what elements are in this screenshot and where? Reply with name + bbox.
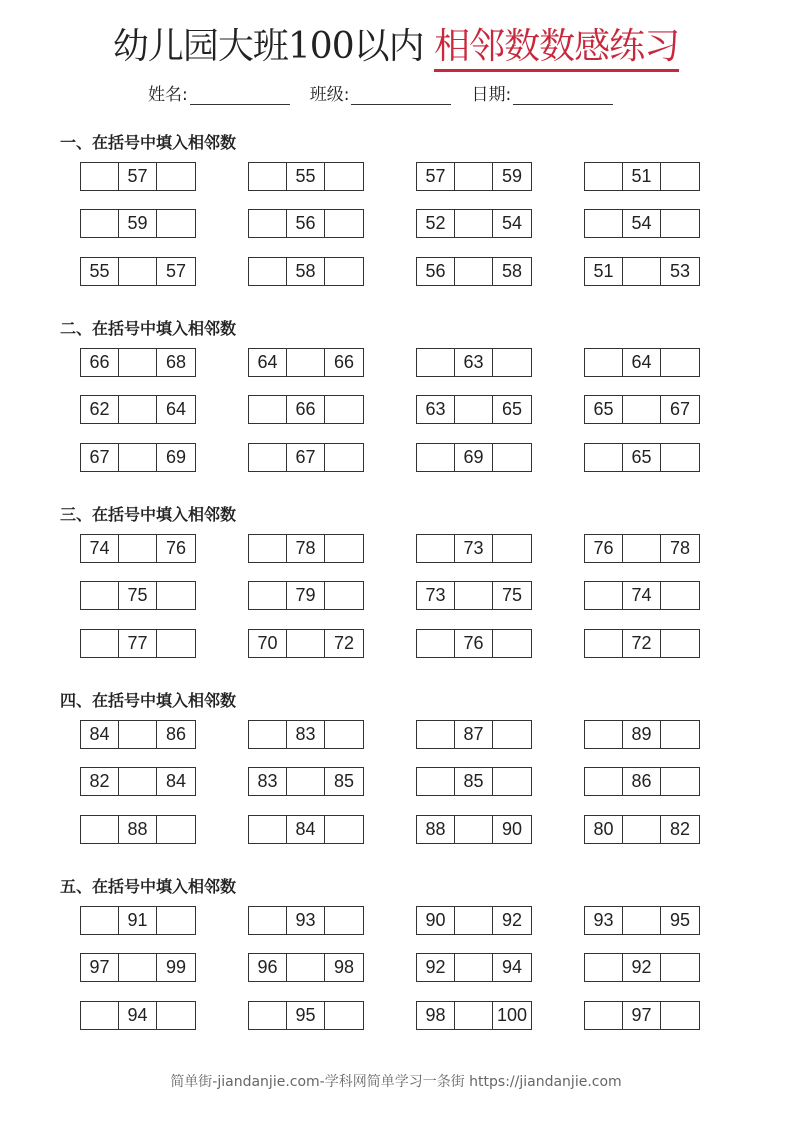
answer-blank[interactable] (249, 816, 287, 843)
number-group (584, 534, 700, 563)
number-group (80, 953, 196, 982)
answer-blank[interactable] (623, 816, 661, 843)
class-label: 班级: (309, 85, 350, 105)
name-blank[interactable] (190, 84, 290, 105)
answer-blank[interactable] (249, 258, 287, 285)
number-group (248, 209, 364, 238)
number-group (584, 395, 700, 424)
footer: 简单街-jiandanjie.com-学科网简单学习一条街 https://jiandanjie.com (170, 1074, 622, 1090)
answer-blank[interactable] (157, 210, 195, 237)
answer-blank[interactable] (81, 907, 119, 934)
answer-blank[interactable] (493, 444, 531, 471)
answer-blank[interactable] (249, 444, 287, 471)
answer-blank[interactable] (661, 954, 699, 981)
given-number: 95 (287, 1002, 325, 1029)
answer-blank[interactable] (287, 768, 325, 795)
answer-blank[interactable] (455, 396, 493, 423)
number-group (416, 906, 532, 935)
given-number: 63 (417, 396, 455, 423)
given-number: 70 (249, 630, 287, 657)
given-number: 52 (417, 210, 455, 237)
number-group (248, 348, 364, 377)
answer-blank[interactable] (661, 444, 699, 471)
answer-blank[interactable] (287, 630, 325, 657)
name-field[interactable] (148, 80, 290, 105)
given-number: 93 (287, 907, 325, 934)
given-number: 51 (585, 258, 623, 285)
date-blank[interactable] (513, 84, 613, 105)
number-group (80, 257, 196, 286)
answer-blank[interactable] (249, 907, 287, 934)
answer-blank[interactable] (455, 163, 493, 190)
number-group (248, 257, 364, 286)
given-number: 78 (669, 538, 691, 558)
answer-blank[interactable] (249, 163, 287, 190)
class-field[interactable] (310, 80, 452, 105)
given-number: 67 (81, 444, 119, 471)
given-number: 88 (417, 816, 455, 843)
number-group (248, 767, 364, 796)
given-number: 90 (417, 907, 455, 934)
number-group (248, 953, 364, 982)
number-group (584, 906, 700, 935)
page-title (0, 18, 792, 69)
number-group (584, 953, 700, 982)
answer-blank[interactable] (119, 444, 157, 471)
given-number: 72 (623, 630, 661, 657)
answer-blank[interactable] (661, 582, 699, 609)
given-number: 66 (81, 349, 119, 376)
given-number: 76 (585, 535, 623, 562)
answer-blank[interactable] (493, 535, 531, 562)
answer-blank[interactable] (81, 816, 119, 843)
given-number: 64 (249, 349, 287, 376)
answer-blank[interactable] (249, 721, 287, 748)
answer-blank[interactable] (455, 954, 493, 981)
answer-blank[interactable] (81, 630, 119, 657)
answer-blank[interactable] (325, 396, 363, 423)
answer-blank[interactable] (661, 721, 699, 748)
number-group (80, 629, 196, 658)
answer-blank[interactable] (119, 396, 157, 423)
given-number: 57 (417, 163, 455, 190)
answer-blank[interactable] (455, 816, 493, 843)
answer-blank[interactable] (119, 768, 157, 795)
given-number: 69 (455, 444, 493, 471)
answer-blank[interactable] (585, 1002, 623, 1029)
given-number: 55 (81, 258, 119, 285)
answer-blank[interactable] (249, 210, 287, 237)
number-group (80, 162, 196, 191)
answer-blank[interactable] (417, 535, 455, 562)
given-number: 94 (501, 957, 523, 977)
number-group (80, 1001, 196, 1030)
answer-blank[interactable] (119, 954, 157, 981)
answer-blank[interactable] (417, 721, 455, 748)
number-group (416, 348, 532, 377)
number-group (248, 162, 364, 191)
given-number: 62 (81, 396, 119, 423)
number-group (416, 581, 532, 610)
given-number: 84 (287, 816, 325, 843)
given-number: 85 (455, 768, 493, 795)
given-number: 97 (623, 1002, 661, 1029)
given-number: 79 (287, 582, 325, 609)
number-group (416, 953, 532, 982)
number-group (416, 629, 532, 658)
answer-blank[interactable] (287, 349, 325, 376)
given-number: 88 (119, 816, 157, 843)
answer-blank[interactable] (119, 349, 157, 376)
answer-blank[interactable] (585, 954, 623, 981)
number-group (584, 348, 700, 377)
answer-blank[interactable] (623, 258, 661, 285)
answer-blank[interactable] (249, 396, 287, 423)
given-number: 83 (249, 768, 287, 795)
given-number: 72 (333, 633, 355, 653)
answer-blank[interactable] (455, 907, 493, 934)
answer-blank[interactable] (81, 163, 119, 190)
number-group (584, 720, 700, 749)
given-number: 91 (119, 907, 157, 934)
section-heading: 四、在括号中填入相邻数 (60, 691, 237, 710)
given-number: 92 (501, 910, 523, 930)
answer-blank[interactable] (325, 816, 363, 843)
given-number: 94 (119, 1002, 157, 1029)
answer-blank[interactable] (455, 582, 493, 609)
answer-blank[interactable] (623, 396, 661, 423)
given-number: 65 (623, 444, 661, 471)
number-group (416, 534, 532, 563)
answer-blank[interactable] (585, 210, 623, 237)
number-group (80, 581, 196, 610)
answer-blank[interactable] (119, 535, 157, 562)
answer-blank[interactable] (661, 630, 699, 657)
given-number: 86 (623, 768, 661, 795)
answer-blank[interactable] (325, 907, 363, 934)
given-number: 90 (501, 819, 523, 839)
answer-blank[interactable] (119, 258, 157, 285)
given-number: 57 (165, 261, 187, 281)
answer-blank[interactable] (81, 582, 119, 609)
number-group (416, 1001, 532, 1030)
title-highlight: 相邻数数感练习 (434, 26, 679, 72)
given-number: 85 (333, 771, 355, 791)
answer-blank[interactable] (417, 768, 455, 795)
given-number: 98 (333, 957, 355, 977)
given-number: 73 (455, 535, 493, 562)
student-info (148, 80, 613, 105)
given-number: 97 (81, 954, 119, 981)
given-number: 75 (501, 585, 523, 605)
number-group (80, 815, 196, 844)
number-group (416, 257, 532, 286)
answer-blank[interactable] (287, 954, 325, 981)
class-blank[interactable] (351, 84, 451, 105)
given-number: 92 (417, 954, 455, 981)
number-group (584, 581, 700, 610)
given-number: 80 (585, 816, 623, 843)
given-number: 66 (333, 352, 355, 372)
answer-blank[interactable] (249, 1002, 287, 1029)
answer-blank[interactable] (325, 210, 363, 237)
number-group (584, 443, 700, 472)
number-group (416, 720, 532, 749)
number-group (80, 906, 196, 935)
given-number: 75 (119, 582, 157, 609)
number-group (248, 443, 364, 472)
given-number: 84 (165, 771, 187, 791)
given-number: 59 (119, 210, 157, 237)
given-number: 64 (165, 399, 187, 419)
title-main: 幼儿园大班100以内 (112, 26, 424, 67)
given-number: 69 (165, 447, 187, 467)
answer-blank[interactable] (119, 721, 157, 748)
number-group (248, 1001, 364, 1030)
section-heading: 三、在括号中填入相邻数 (60, 505, 237, 524)
number-group (248, 629, 364, 658)
given-number: 67 (669, 399, 691, 419)
number-group (584, 1001, 700, 1030)
date-label: 日期: (471, 85, 512, 105)
answer-blank[interactable] (325, 444, 363, 471)
answer-blank[interactable] (325, 1002, 363, 1029)
answer-blank[interactable] (493, 768, 531, 795)
answer-blank[interactable] (81, 210, 119, 237)
given-number: 65 (585, 396, 623, 423)
number-group (416, 767, 532, 796)
number-group (80, 534, 196, 563)
number-group (584, 162, 700, 191)
answer-blank[interactable] (455, 258, 493, 285)
given-number: 54 (501, 213, 523, 233)
given-number: 59 (501, 166, 523, 186)
given-number: 55 (287, 163, 325, 190)
given-number: 74 (623, 582, 661, 609)
given-number: 87 (455, 721, 493, 748)
answer-blank[interactable] (661, 1002, 699, 1029)
number-group (248, 815, 364, 844)
given-number: 78 (287, 535, 325, 562)
answer-blank[interactable] (325, 163, 363, 190)
answer-blank[interactable] (157, 816, 195, 843)
number-group (584, 257, 700, 286)
given-number: 73 (417, 582, 455, 609)
answer-blank[interactable] (325, 721, 363, 748)
answer-blank[interactable] (455, 1002, 493, 1029)
answer-blank[interactable] (585, 349, 623, 376)
answer-blank[interactable] (585, 721, 623, 748)
answer-blank[interactable] (661, 210, 699, 237)
number-group (416, 815, 532, 844)
date-field[interactable] (471, 80, 613, 105)
answer-blank[interactable] (417, 630, 455, 657)
given-number: 93 (585, 907, 623, 934)
number-group (248, 720, 364, 749)
given-number: 56 (417, 258, 455, 285)
answer-blank[interactable] (157, 630, 195, 657)
section-heading: 一、在括号中填入相邻数 (60, 133, 237, 152)
answer-blank[interactable] (157, 907, 195, 934)
given-number: 57 (119, 163, 157, 190)
answer-blank[interactable] (623, 535, 661, 562)
number-group (584, 629, 700, 658)
given-number: 83 (287, 721, 325, 748)
answer-blank[interactable] (325, 535, 363, 562)
given-number: 98 (417, 1002, 455, 1029)
section-heading: 二、在括号中填入相邻数 (60, 319, 237, 338)
number-group (80, 443, 196, 472)
answer-blank[interactable] (585, 163, 623, 190)
given-number: 86 (165, 724, 187, 744)
given-number: 76 (165, 538, 187, 558)
answer-blank[interactable] (493, 721, 531, 748)
answer-blank[interactable] (661, 349, 699, 376)
given-number: 82 (81, 768, 119, 795)
given-number: 51 (623, 163, 661, 190)
answer-blank[interactable] (417, 444, 455, 471)
number-group (416, 209, 532, 238)
given-number: 100 (496, 1005, 528, 1025)
given-number: 89 (623, 721, 661, 748)
given-number: 67 (287, 444, 325, 471)
answer-blank[interactable] (157, 582, 195, 609)
given-number: 99 (165, 957, 187, 977)
given-number: 82 (669, 819, 691, 839)
answer-blank[interactable] (157, 163, 195, 190)
name-label: 姓名: (148, 85, 188, 105)
number-group (80, 395, 196, 424)
number-group (80, 720, 196, 749)
answer-blank[interactable] (325, 582, 363, 609)
answer-blank[interactable] (249, 535, 287, 562)
given-number: 76 (455, 630, 493, 657)
answer-blank[interactable] (417, 349, 455, 376)
answer-blank[interactable] (157, 1002, 195, 1029)
given-number: 66 (287, 396, 325, 423)
answer-blank[interactable] (585, 444, 623, 471)
number-group (80, 209, 196, 238)
number-group (248, 581, 364, 610)
answer-blank[interactable] (661, 768, 699, 795)
answer-blank[interactable] (585, 768, 623, 795)
number-group (248, 534, 364, 563)
answer-blank[interactable] (325, 258, 363, 285)
given-number: 64 (623, 349, 661, 376)
answer-blank[interactable] (493, 349, 531, 376)
given-number: 58 (287, 258, 325, 285)
number-group (584, 209, 700, 238)
given-number: 92 (623, 954, 661, 981)
given-number: 84 (81, 721, 119, 748)
number-group (248, 906, 364, 935)
given-number: 56 (287, 210, 325, 237)
answer-blank[interactable] (455, 210, 493, 237)
given-number: 65 (501, 399, 523, 419)
given-number: 63 (455, 349, 493, 376)
answer-blank[interactable] (585, 582, 623, 609)
number-group (584, 815, 700, 844)
given-number: 96 (249, 954, 287, 981)
number-group (248, 395, 364, 424)
number-group (584, 767, 700, 796)
given-number: 74 (81, 535, 119, 562)
answer-blank[interactable] (585, 630, 623, 657)
given-number: 54 (623, 210, 661, 237)
answer-blank[interactable] (249, 582, 287, 609)
answer-blank[interactable] (81, 1002, 119, 1029)
answer-blank[interactable] (661, 163, 699, 190)
number-group (416, 162, 532, 191)
number-group (80, 348, 196, 377)
given-number: 77 (119, 630, 157, 657)
answer-blank[interactable] (623, 907, 661, 934)
number-group (416, 443, 532, 472)
answer-blank[interactable] (493, 630, 531, 657)
section-heading: 五、在括号中填入相邻数 (60, 877, 237, 896)
number-group (416, 395, 532, 424)
given-number: 95 (669, 910, 691, 930)
given-number: 68 (165, 352, 187, 372)
number-group (80, 767, 196, 796)
given-number: 58 (501, 261, 523, 281)
given-number: 53 (669, 261, 691, 281)
